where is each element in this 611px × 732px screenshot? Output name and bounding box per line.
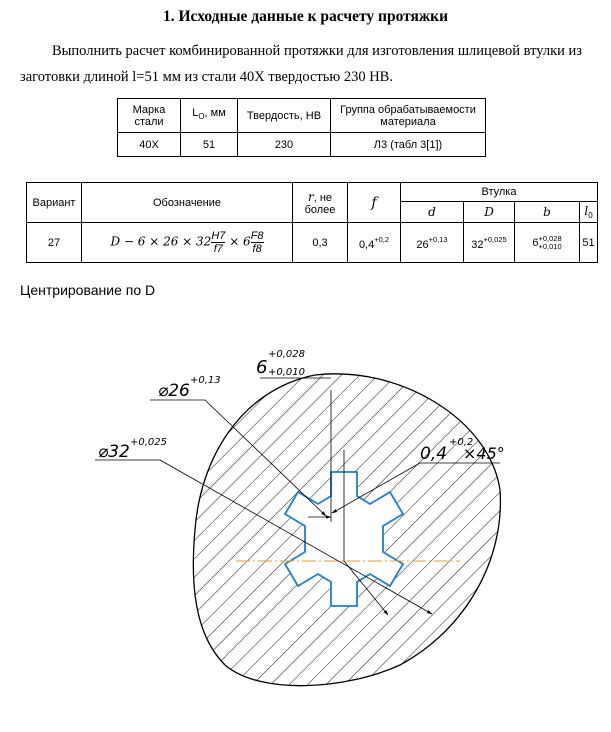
intro-paragraph	[20, 38, 592, 64]
material-table	[117, 98, 486, 157]
cell-designation: D − 6 × 26 × 32 $\frac{H7}{f7}$ × 6 $\frac{F8}{f8}$	[82, 223, 293, 263]
header-hardness: Твердость, НВ	[238, 99, 331, 133]
section-title: 1. Исходные данные к расчету протяжки	[162, 8, 449, 25]
cell-r: 0,3	[293, 223, 348, 263]
slot-width-text: 6	[256, 357, 268, 378]
spline-table	[26, 182, 598, 263]
spline-bushing-drawing	[0, 330, 611, 732]
header-steel-grade: Марка стали	[118, 99, 181, 133]
cell-steel-grade: 40Х	[118, 133, 181, 157]
chamfer-tol: +0,2	[449, 437, 474, 448]
chamfer-angle: ×45°	[463, 444, 505, 463]
d26-text: ⌀26	[158, 381, 190, 401]
slot-width-tol-upper: +0,028	[268, 349, 306, 360]
d32-text: ⌀32	[98, 442, 130, 462]
cell-b: 6 +0,028 +0,010	[515, 223, 580, 263]
header-D: D	[464, 202, 515, 223]
cell-length: 51	[181, 133, 238, 157]
header-l0: $l_0$	[580, 202, 598, 223]
header-b: b	[515, 202, 580, 223]
header-designation: Обозначение	[82, 183, 293, 223]
header-r: r, не более	[293, 183, 348, 223]
header-machinability-group: Группа обрабатываемости материала	[331, 99, 486, 133]
cell-f: $0,4^{+0,2}$	[348, 223, 401, 263]
cell-machinability-group: Л3 (табл 3[1])	[331, 133, 486, 157]
cell-l0: 51	[580, 223, 598, 263]
chamfer-text: 0,4	[420, 444, 448, 464]
header-bushing: Втулка	[401, 183, 598, 202]
header-length: $L_O$, мм	[181, 99, 238, 133]
d26-tol: +0,13	[190, 375, 221, 386]
intro-line-1: Выполнить расчет комбинированной протяжки для изготовления шлицевой втулки из	[52, 43, 582, 59]
cell-D: $32^{+0,025}$	[464, 223, 515, 263]
header-f: f	[348, 183, 401, 223]
d32-tol: +0,025	[130, 437, 168, 448]
centering-label: Центрирование по D	[20, 282, 156, 298]
header-d: d	[401, 202, 464, 223]
header-variant: Вариант	[27, 183, 82, 223]
intro-paragraph-line-2: заготовки длиной l=51 мм из стали 40Х твердостью 230 НВ.	[20, 69, 393, 85]
cell-d: $26^{+0,13}$	[401, 223, 464, 263]
cell-variant: 27	[27, 223, 82, 263]
cell-hardness: 230	[238, 133, 331, 157]
slot-width-tol-lower: +0,010	[268, 367, 306, 378]
